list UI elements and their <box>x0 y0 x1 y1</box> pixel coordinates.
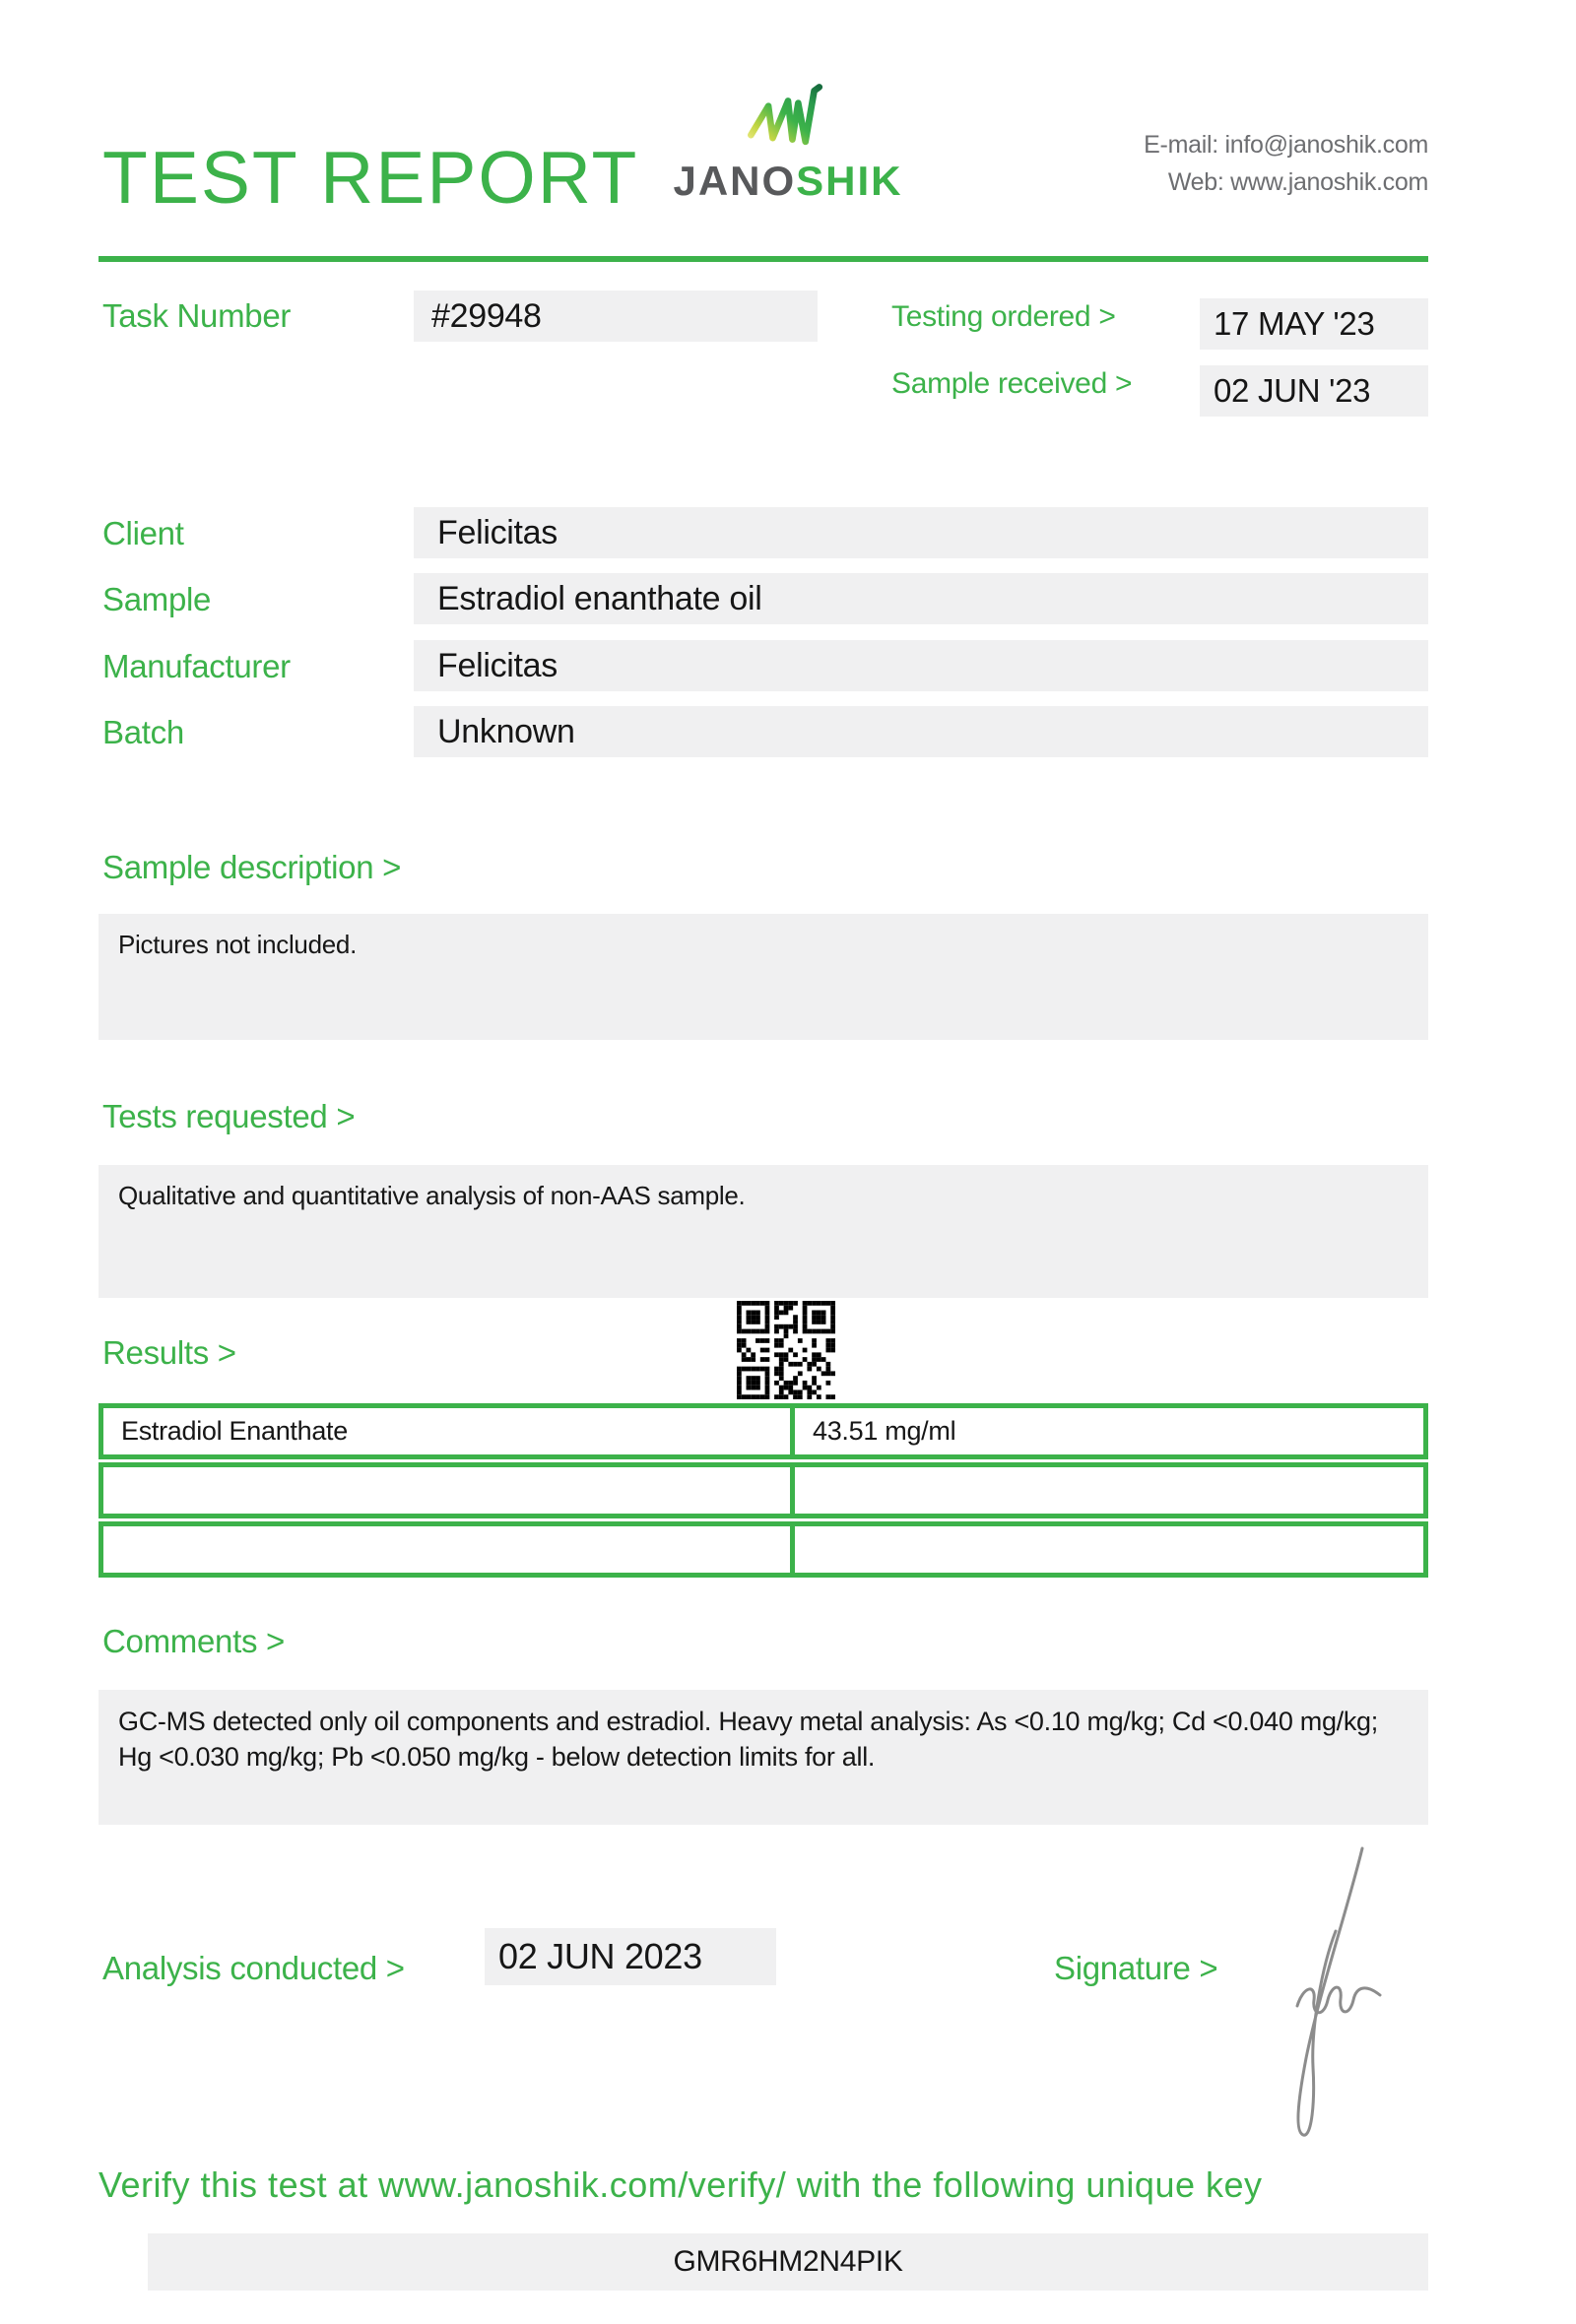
comments-heading: Comments > <box>102 1623 285 1659</box>
analyte-cell: Estradiol Enanthate <box>121 1416 348 1446</box>
logo-text <box>645 158 931 205</box>
task-number-label: Task Number <box>102 297 292 334</box>
testing-ordered-value: 17 MAY '23 <box>1200 298 1428 350</box>
logo-text-shik: SHIK <box>796 158 903 204</box>
growth-chart-icon <box>741 79 835 154</box>
results-heading: Results > <box>102 1334 236 1371</box>
sample-received-label: Sample received > <box>891 367 1133 400</box>
testing-ordered-label: Testing ordered > <box>891 300 1116 333</box>
client-label: Client <box>102 515 184 551</box>
result-cell: 43.51 mg/ml <box>790 1408 1423 1454</box>
result-cell <box>790 1467 1423 1514</box>
sample-value: Estradiol enanthate oil <box>414 573 1428 624</box>
logo <box>645 79 931 205</box>
tests-requested-box <box>98 1165 1428 1298</box>
manufacturer-value: Felicitas <box>414 640 1428 691</box>
results-table-row <box>98 1462 1428 1518</box>
contact-info <box>1144 126 1428 201</box>
analysis-conducted-value: 02 JUN 2023 <box>485 1928 776 1985</box>
sample-received-value: 02 JUN '23 <box>1200 365 1428 417</box>
header-divider <box>98 256 1428 262</box>
analyte-cell <box>103 1467 790 1514</box>
analyte-cell <box>103 1526 790 1573</box>
unique-key-value: GMR6HM2N4PIK <box>148 2233 1428 2291</box>
task-number-value: #29948 <box>414 290 818 342</box>
comments-box <box>98 1690 1428 1825</box>
results-table <box>98 1403 1428 1581</box>
result-cell <box>790 1526 1423 1573</box>
sample-description-heading: Sample description > <box>102 849 402 885</box>
client-value: Felicitas <box>414 507 1428 558</box>
contact-web: Web: www.janoshik.com <box>1167 168 1428 196</box>
results-table-row <box>98 1521 1428 1578</box>
logo-text-jano: JANO <box>673 158 797 204</box>
verify-text: Verify this test at www.janoshik.com/verify/ with the following unique key <box>98 2164 1263 2205</box>
tests-requested-text: Qualitative and quantitative analysis of non-AAS sample. <box>118 1181 746 1210</box>
batch-label: Batch <box>102 714 184 750</box>
sample-description-box <box>98 914 1428 1040</box>
tests-requested-heading: Tests requested > <box>102 1098 356 1134</box>
manufacturer-label: Manufacturer <box>102 648 291 684</box>
comments-text: GC-MS detected only oil components and estradiol. Heavy metal analysis: As <0.10 mg/kg; Cd <0.040 mg/kg; Hg <0.030 mg/kg; Pb <0.050 mg/kg - below detection limits for all. <box>118 1707 1378 1773</box>
batch-value: Unknown <box>414 706 1428 757</box>
qr-code <box>737 1301 835 1399</box>
sample-label: Sample <box>102 581 212 617</box>
sample-description-text: Pictures not included. <box>118 930 357 959</box>
signature-label: Signature > <box>1054 1950 1218 1986</box>
contact-email: E-mail: info@janoshik.com <box>1144 131 1428 159</box>
page-title: TEST REPORT <box>102 136 639 219</box>
signature-image <box>1246 1837 1404 2152</box>
results-table-row <box>98 1403 1428 1459</box>
analysis-conducted-label: Analysis conducted > <box>102 1950 405 1986</box>
